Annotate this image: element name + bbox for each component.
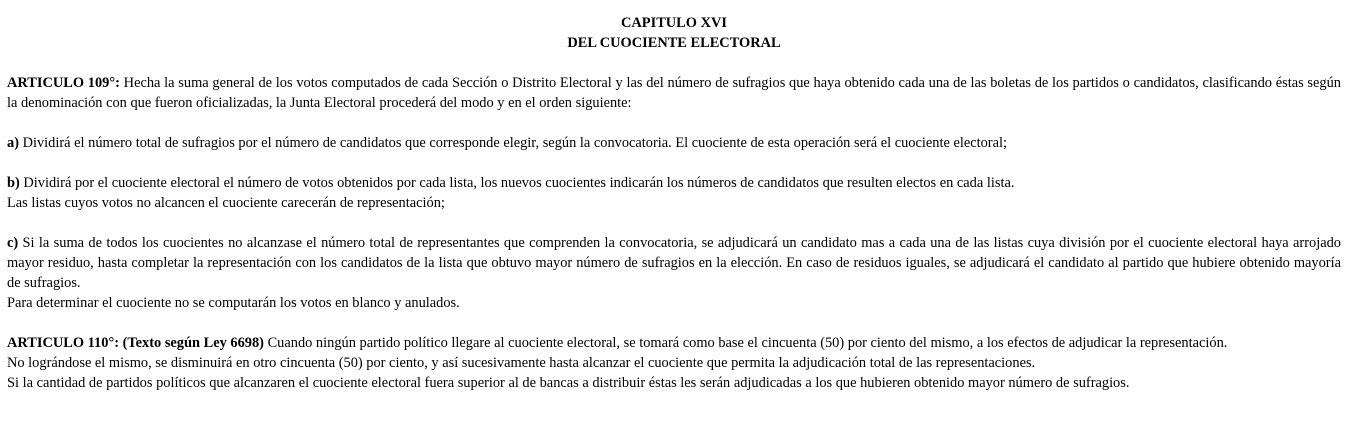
- item-b-line-2: Las listas cuyos votos no alcancen el cuociente carecerán de representación;: [7, 195, 445, 211]
- article-110-label: ARTICULO 110°: (Texto según Ley 6698): [7, 335, 264, 351]
- item-c: [7, 233, 1341, 313]
- item-a: [7, 133, 1341, 153]
- article-109-label: ARTICULO 109°:: [7, 75, 120, 91]
- article-110-text: Cuando ningún partido político llegare al cuociente electoral, se tomará como base el cincuenta (50) por ciento del mismo, a los efectos de adjudicar la representación.: [263, 335, 1228, 351]
- item-c-text: Si la suma de todos los cuocientes no alcanzase el número total de representantes que comprenden la convocatoria, se adjudicará un candidato mas a cada una de las listas cuya división por el cuociente electoral haya arrojado mayor residuo, hasta completar la representación con los candidatos de la lista que obtuvo mayor número de sufragios en la elección. En caso de residuos iguales, se adjudicará el candidato al partido que hubiere obtenido mayoría de sufragios.: [7, 235, 1341, 291]
- article-110: [7, 333, 1341, 393]
- article-109-text: Hecha la suma general de los votos computados de cada Sección o Distrito Electoral y las del número de sufragios que haya obtenido cada una de las boletas de los partidos o candidatos, clasificando éstas según la denominación con que fueron oficializadas, la Junta Electoral procederá del modo y en el orden siguiente:: [7, 75, 1341, 111]
- article-110-line-3: Si la cantidad de partidos políticos que alcanzaren el cuociente electoral fuera superior al de bancas a distribuir éstas les serán adjudicadas a los que hubieren obtenido mayor número de sufragios.: [7, 375, 1130, 391]
- chapter-number: CAPITULO XVI: [621, 15, 727, 31]
- chapter-heading: [7, 0, 1341, 53]
- item-c-label: c): [7, 235, 19, 251]
- chapter-title: DEL CUOCIENTE ELECTORAL: [567, 35, 781, 51]
- item-b-label: b): [7, 175, 20, 191]
- article-110-line-2: No lográndose el mismo, se disminuirá en otro cincuenta (50) por ciento, y así sucesivamente hasta alcanzar el cuociente que permita la adjudicación total de las representaciones.: [7, 355, 1036, 371]
- item-a-label: a): [7, 135, 19, 151]
- item-c-line-2: Para determinar el cuociente no se computarán los votos en blanco y anulados.: [7, 295, 460, 311]
- item-a-text: Dividirá el número total de sufragios por el número de candidatos que corresponde elegir, según la convocatoria. El cuociente de esta operación será el cuociente electoral;: [19, 135, 1007, 151]
- article-109: [7, 73, 1341, 113]
- item-b: [7, 173, 1341, 213]
- item-b-text: Dividirá por el cuociente electoral el número de votos obtenidos por cada lista, los nuevos cuocientes indicarán los números de candidatos que resulten electos en cada lista.: [19, 175, 1015, 191]
